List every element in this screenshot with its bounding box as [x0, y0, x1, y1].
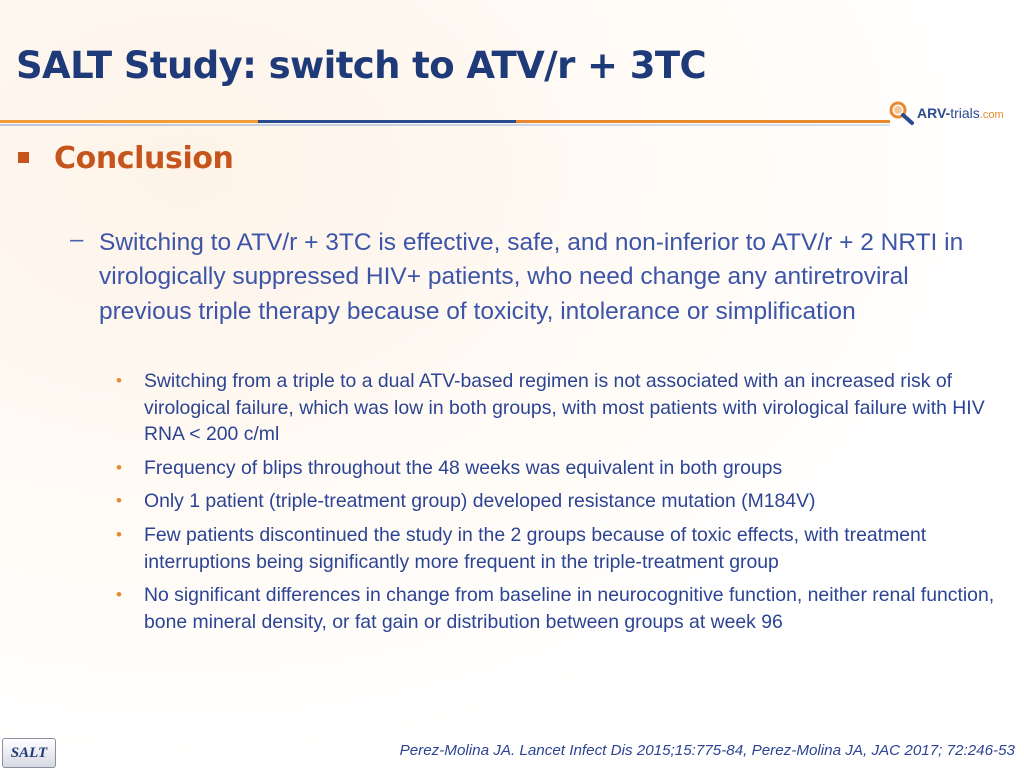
dash-bullet-icon: –	[70, 226, 84, 253]
sub-point	[116, 368, 1006, 448]
sub-point-text: Only 1 patient (triple-treatment group) developed resistance mutation (M184V)	[144, 490, 816, 513]
citation: Perez-Molina JA. Lancet Infect Dis 2015;15:775-84, Perez-Molina JA, JAC 2017; 72:246-53	[399, 742, 1015, 759]
logo-text-trials: trials	[950, 105, 980, 121]
sub-point-list	[116, 368, 1006, 642]
slide-title: SALT Study: switch to ATV/r + 3TC	[16, 44, 707, 87]
sub-point	[116, 522, 1006, 575]
sub-point	[116, 582, 1006, 635]
sub-point	[116, 488, 1006, 515]
bullet-icon: •	[116, 457, 122, 477]
bullet-icon: •	[116, 491, 122, 511]
main-point: Switching to ATV/r + 3TC is effective, safe, and non-inferior to ATV/r + 2 NRTI in virologically suppressed HIV+ patients, who need change any antiretroviral previous triple therapy because of toxicity, intolerance or simplification	[99, 229, 964, 325]
magnifier-logo-icon	[888, 100, 916, 126]
header-divider	[0, 120, 890, 123]
salt-badge: SALT	[2, 738, 56, 768]
section-heading: Conclusion	[54, 141, 234, 176]
logo-text-arv: ARV-	[917, 105, 951, 121]
bullet-icon: •	[116, 524, 122, 544]
sub-point-text: Frequency of blips throughout the 48 weeks was equivalent in both groups	[144, 456, 783, 479]
square-bullet-icon	[18, 152, 29, 163]
sub-point-text: Switching from a triple to a dual ATV-based regimen is not associated with an increased risk of virological failure, which was low in both groups, with most patients with virological failure with HIV RNA < 200 c/ml	[144, 370, 985, 446]
arv-trials-logo	[888, 100, 1004, 126]
header-divider-shadow	[0, 124, 890, 126]
sub-point-text: Few patients discontinued the study in the 2 groups because of toxic effects, with treatment interruptions being significantly more frequent in the triple-treatment group	[144, 523, 927, 573]
sub-point	[116, 455, 1006, 482]
bullet-icon: •	[116, 371, 122, 390]
bullet-icon: •	[116, 585, 122, 605]
logo-text-com: .com	[979, 109, 1004, 121]
sub-point-text: No significant differences in change from baseline in neurocognitive function, neither renal function, bone mineral density, or fat gain or distribution between groups at week 96	[144, 584, 995, 633]
